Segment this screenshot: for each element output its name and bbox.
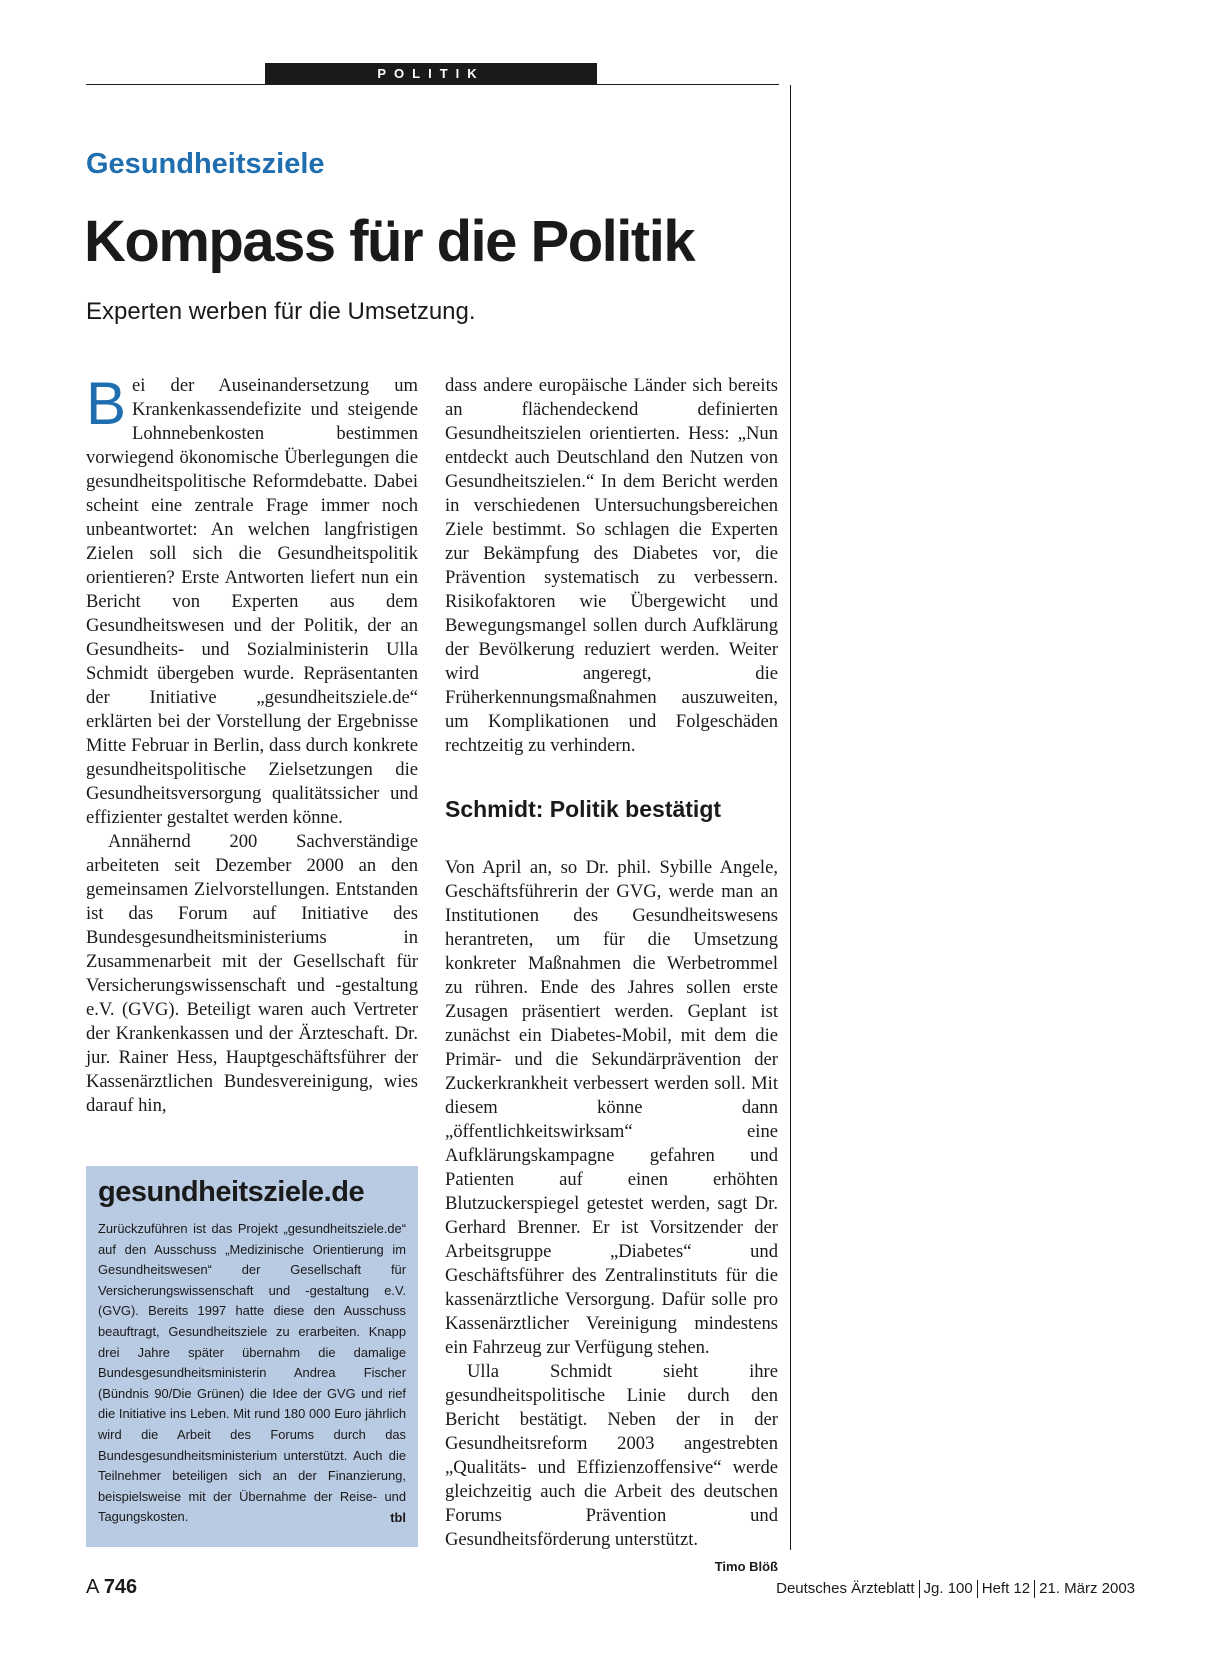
info-box-signature: tbl <box>390 1509 406 1525</box>
paragraph-2: Annähernd 200 Sachverständige arbeiteten seit Dezember 2000 an den gemeinsamen Zielvorstellungen. Entstanden ist das Forum auf Initiative des Bundesgesundheitsministeriums in Zusammenarbeit mit der Gesellschaft für Versicherungswissenschaft und -gestaltung e.V. (GVG). Beteiligt waren auch Vertreter der Krankenkassen und der Ärzteschaft. Dr. jur. Rainer Hess, Hauptgeschäftsführer der Kassenärztlichen Bundesvereinigung, wies darauf hin, <box>86 831 418 1116</box>
section-label: POLITIK <box>265 63 597 84</box>
paragraph-4: Von April an, so Dr. phil. Sybille Angele, Geschäftsführerin der GVG, werde man an Institutionen des Gesundheitswesens herantreten, um für die Umsetzung konkreter Maßnahmen die Werbetrommel zu rühren. Ende des Jahres sollen erste Zusagen präsentiert werden. Geplant ist zunächst ein Diabetes-Mobil, mit dem die Primär- und die Sekundärprävention der Zuckerkrankheit verbessert werden soll. Mit diesem könne dann „öffentlichkeitswirksam“ eine Aufklärungskampagne gefahren und Patienten auf einen erhöhten Blutzuckerspiegel getestet werden, sagt Dr. Gerhard Brenner. Er ist Vorsitzender der Arbeitsgruppe „Diabetes“ und Geschäftsführer des Zentralinstituts für die kassenärztliche Versorgung. Dafür solle pro Kassenärztlicher Vereinigung mindestens ein Fahrzeug zur Verfügung stehen. <box>445 857 778 1358</box>
drop-cap: B <box>86 370 127 437</box>
top-rule <box>86 84 779 85</box>
page-prefix: A <box>86 1576 99 1598</box>
paragraph-1-text: ei der Auseinandersetzung um Krankenkassendefizite und steigende Lohnnebenkosten bestimmen vorwiegend ökonomische Überlegungen die gesundheitspolitische Reformdebatte. Dabei scheint eine zentrale Frage immer noch unbeantwortet: An welchen langfristigen Zielen soll sich die Gesundheitspolitik orientieren? Erste Antworten liefert nun ein Bericht von Experten aus dem Gesundheitswesen und der Politik, der an Gesundheits- und Sozialministerin Ulla Schmidt übergeben wurde. Repräsentanten der Initiative „gesundheitsziele.de“ erklärten bei der Vorstellung der Ergebnisse Mitte Februar in Berlin, dass durch konkrete gesundheitspolitische Zielsetzungen die Gesundheitsversorgung qualitätssicher und effizienter gestaltet werden könne. <box>86 375 418 828</box>
footer-issue: Heft 12 <box>981 1580 1031 1597</box>
footer-separator <box>919 1580 920 1598</box>
footer-journal: Deutsches Ärzteblatt <box>776 1580 915 1597</box>
author-byline: Timo Blöß <box>714 1559 778 1574</box>
body-column-right-lower <box>445 856 778 1579</box>
paragraph-5-text: Ulla Schmidt sieht ihre gesundheitspolitische Linie durch den Bericht bestätigt. Neben der in der Gesundheitsreform 2003 angestrebten „Qualitäts- und Effizienzoffensive“ werde gleichzeitig auch die Arbeit des deutschen Forums Prävention und Gesundheitsförderung unterstützt. <box>445 1361 778 1550</box>
info-box <box>86 1166 418 1547</box>
info-box-body: Zurückzuführen ist das Projekt „gesundheitsziele.de“ auf den Ausschuss „Medizinische Orientierung im Gesundheitswesen“ der Gesellschaft für Versicherungswissenschaft und -gestaltung e.V. (GVG). Bereits 1997 hatte diese den Ausschuss beauftragt, Gesundheitsziele zu erarbeiten. Knapp drei Jahre später übernahm die damalige Bundesgesundheitsministerin Andrea Fischer (Bündnis 90/Die Grünen) die Idee der GVG und rief die Initiative ins Leben. Mit rund 180 000 Euro jährlich wird die Arbeit des Forums durch das Bundesgesundheitsministerium unterstützt. Auch die Teilnehmer beteiligen sich an der Finanzierung, beispielsweise mit der Übernahme der Reise- und Tagungskosten. <box>98 1221 406 1525</box>
article-subheading: Schmidt: Politik bestätigt <box>445 796 722 822</box>
paragraph-1 <box>86 370 418 830</box>
body-column-right <box>445 374 778 758</box>
page-number <box>86 1576 137 1599</box>
info-box-text <box>98 1219 406 1529</box>
footer-date: 21. März 2003 <box>1039 1580 1135 1597</box>
paragraph-3: dass andere europäische Länder sich bereits an flächendeckend definierten Gesundheitszielen orientierten. Hess: „Nun entdeckt auch Deutschland den Nutzen von Gesundheitszielen.“ In dem Bericht werden in verschiedenen Untersuchungsbereichen Ziele bestimmt. So schlagen die Experten zur Bekämpfung des Diabetes vor, die Prävention systematisch zu verbessern. Risikofaktoren wie Übergewicht und Bewegungsmangel sollen durch Aufklärung der Bevölkerung reduziert werden. Weiter wird angeregt, die Früherkennungsmaßnahmen auszuweiten, um Komplikationen und Folgeschäden rechtzeitig zu verhindern. <box>445 375 778 756</box>
body-column-left <box>86 370 418 1118</box>
footer-volume: Jg. 100 <box>923 1580 973 1597</box>
journal-footer <box>776 1580 1135 1598</box>
article-headline: Kompass für die Politik <box>84 209 695 274</box>
column-rule <box>790 85 791 1550</box>
page-number-value: 746 <box>103 1576 138 1598</box>
info-box-title: gesundheitsziele.de <box>98 1176 365 1208</box>
footer-separator <box>977 1580 978 1598</box>
footer-separator <box>1034 1580 1035 1598</box>
article-kicker: Gesundheitsziele <box>86 148 325 180</box>
paragraph-5 <box>445 1360 778 1574</box>
article-subline: Experten werben für die Umsetzung. <box>86 298 476 325</box>
